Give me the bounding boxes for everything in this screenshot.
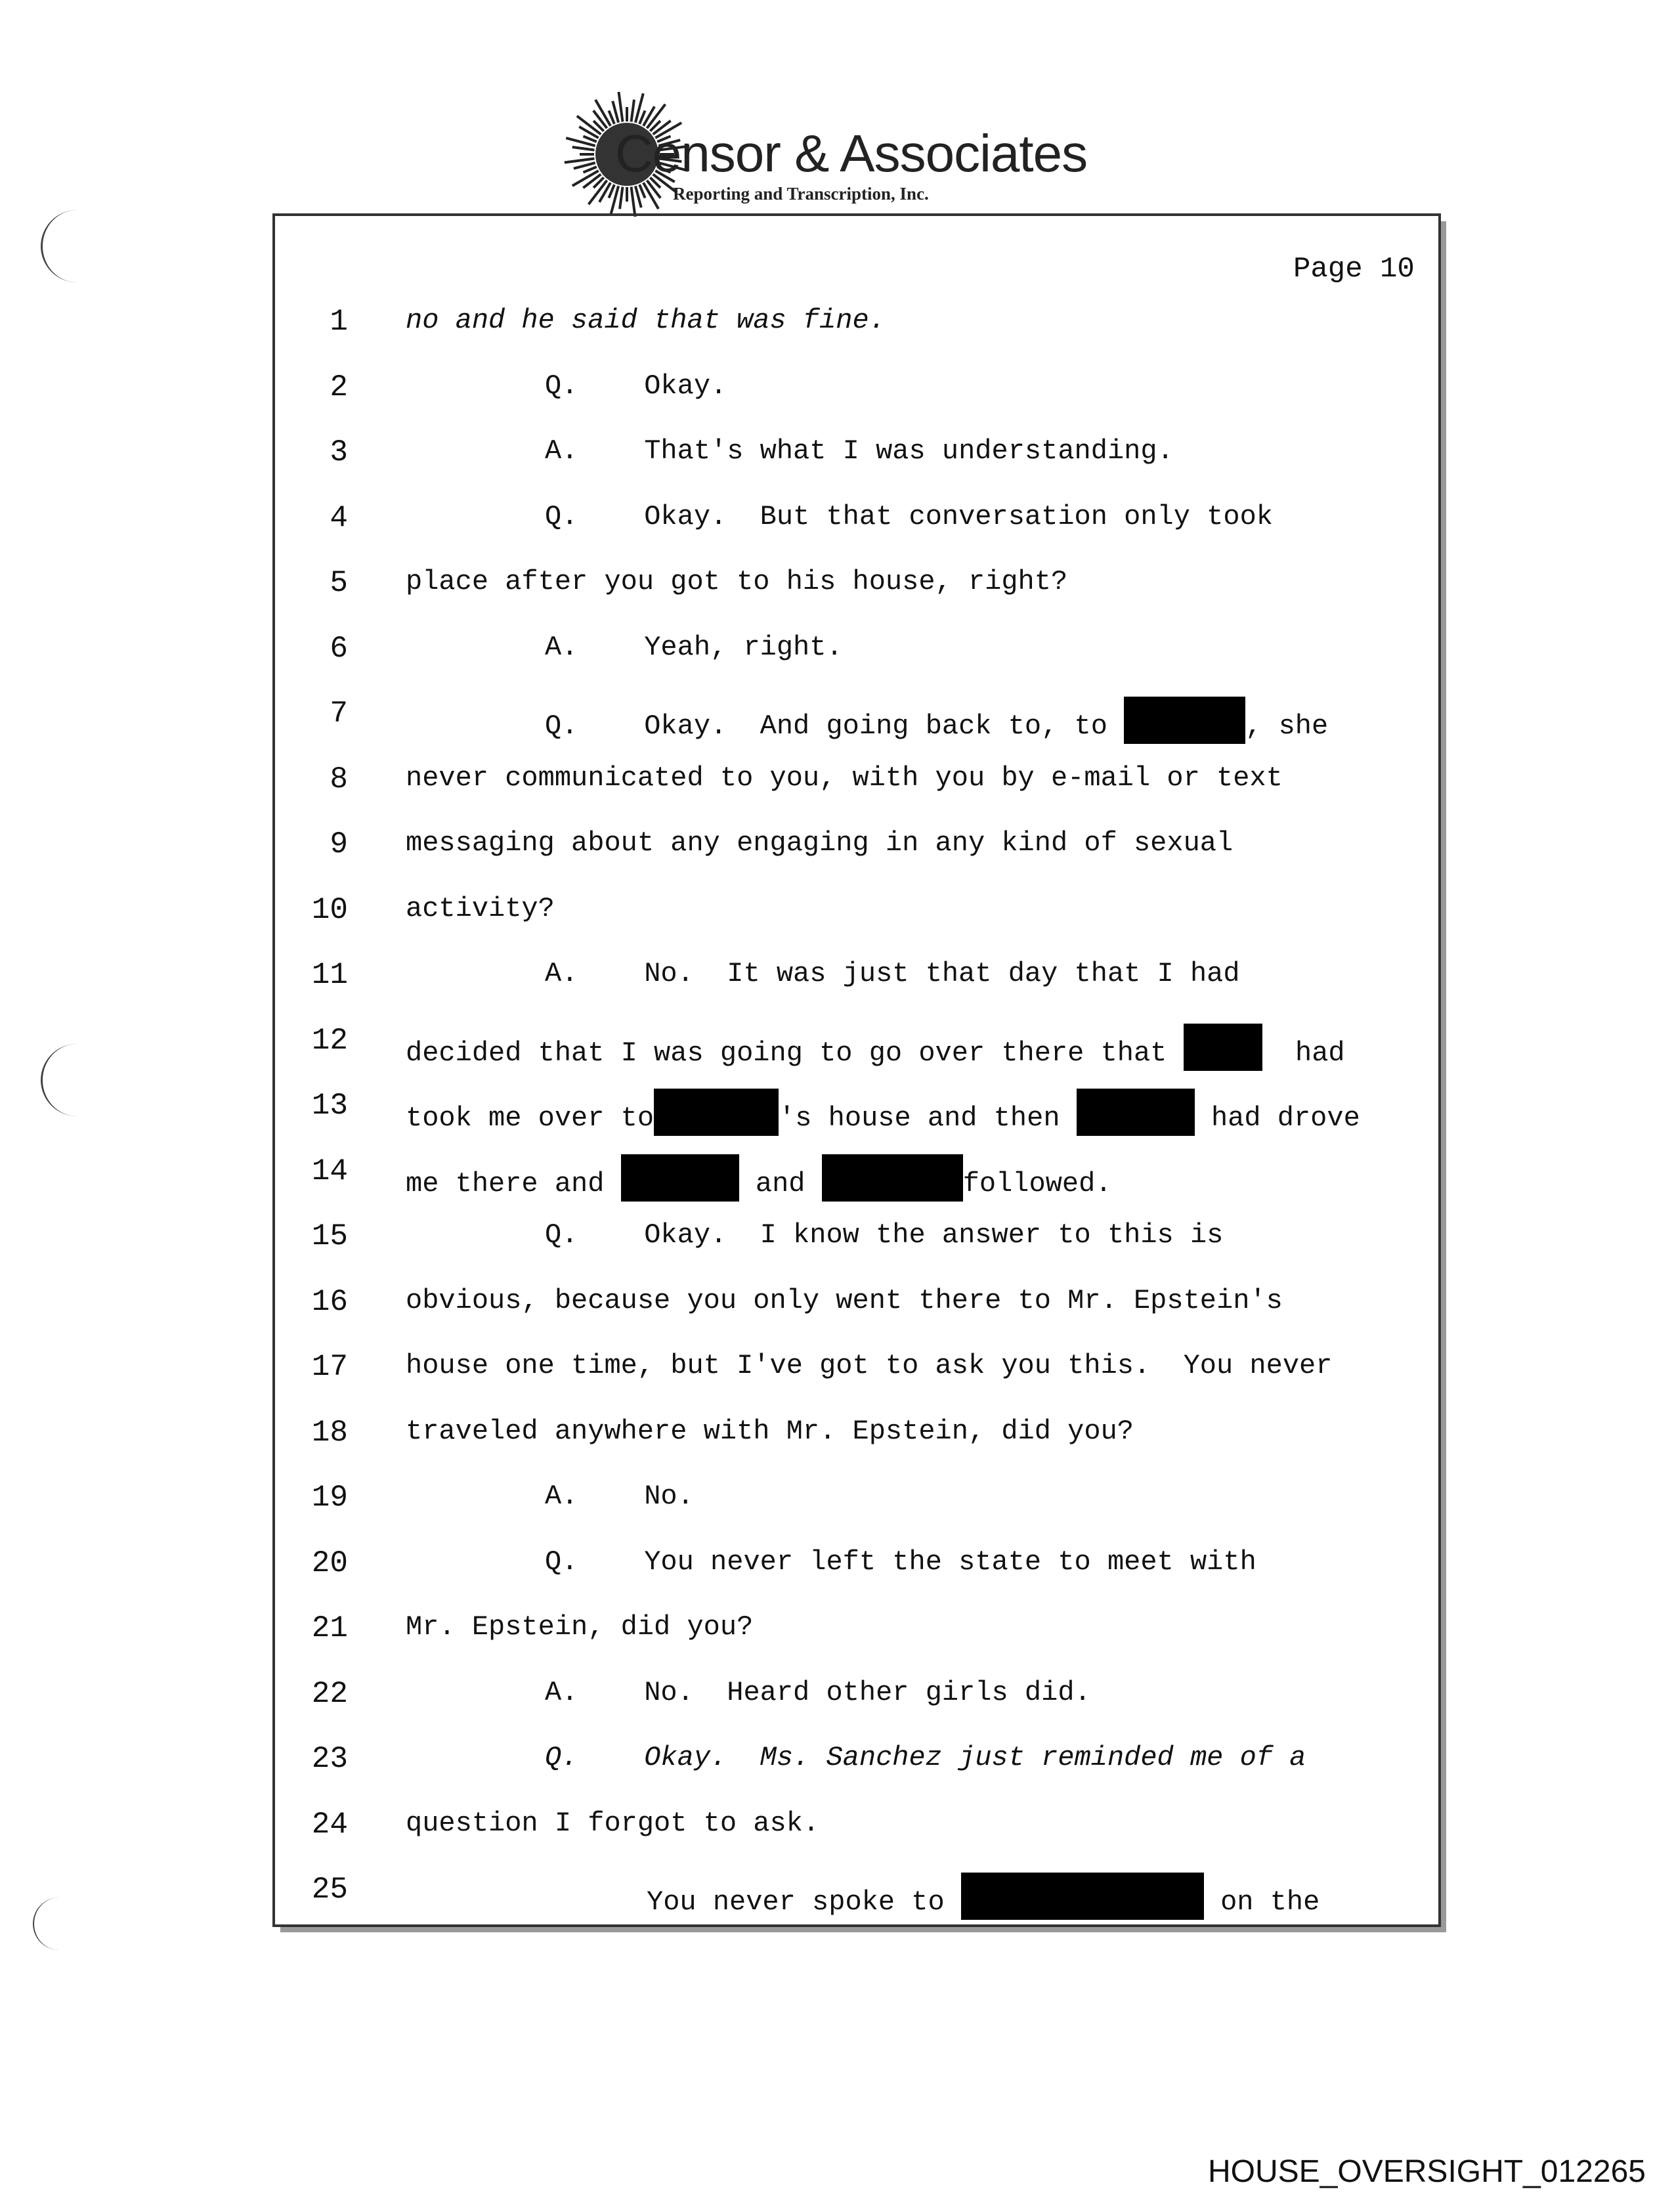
transcript-line — [0, 1804, 1674, 1850]
line-text-segment: A. No. Heard other girls did. — [545, 1676, 1091, 1708]
line-text-segment: 's house and then — [779, 1102, 1077, 1134]
line-text-segment: Q. Okay. But that conversation only took — [545, 500, 1273, 532]
transcript-line — [0, 1412, 1674, 1458]
redaction-box — [1184, 1024, 1262, 1071]
line-text-segment: followed. — [962, 1167, 1112, 1200]
line-text — [545, 1677, 1091, 1708]
line-number: 18 — [311, 1415, 348, 1450]
line-text-segment: Q. Okay. Ms. Sanchez just reminded me of a — [545, 1742, 1306, 1773]
line-text — [406, 1350, 1332, 1381]
line-number: 8 — [330, 762, 348, 796]
logo-company-name: Censor & Associates — [615, 124, 1088, 183]
line-text — [545, 370, 727, 402]
line-text-segment: took me over to — [406, 1102, 655, 1134]
line-text — [545, 697, 1328, 744]
line-number: 2 — [330, 370, 348, 404]
transcript-line — [0, 562, 1674, 608]
line-number: 4 — [330, 500, 348, 535]
sun-ray — [583, 174, 601, 188]
transcript-line — [0, 954, 1674, 1000]
transcript-line — [0, 1673, 1674, 1719]
line-number: 19 — [311, 1481, 348, 1515]
line-text — [406, 1808, 819, 1839]
transcript-line — [0, 497, 1674, 543]
line-text-segment: question I forgot to ask. — [406, 1807, 820, 1839]
line-text-segment: me there and — [406, 1167, 621, 1200]
line-number: 5 — [330, 566, 348, 600]
line-text-segment: decided that I was going to go over there that — [406, 1037, 1184, 1069]
redaction-box — [961, 1873, 1204, 1920]
line-number: 1 — [330, 305, 348, 339]
redaction-box — [621, 1154, 739, 1202]
transcript-line — [0, 1346, 1674, 1392]
line-text — [545, 632, 843, 663]
line-text-segment: A. No. It was just that day that I had — [545, 958, 1240, 989]
sun-ray — [579, 127, 598, 138]
line-text — [647, 1873, 1320, 1920]
line-text — [406, 1154, 1112, 1202]
transcript-line — [0, 366, 1674, 412]
transcript-line — [0, 301, 1674, 347]
sun-ray — [632, 100, 634, 122]
line-number: 9 — [330, 827, 348, 861]
document-id: HOUSE_OVERSIGHT_012265 — [1208, 2154, 1646, 2189]
line-text — [406, 305, 886, 336]
line-number: 3 — [330, 435, 348, 469]
line-text — [545, 1219, 1223, 1251]
line-number: 23 — [311, 1742, 348, 1776]
line-text-segment: A. No. — [545, 1481, 694, 1512]
redaction-box — [1124, 697, 1245, 744]
line-text-segment: Q. You never left the state to meet with — [545, 1546, 1256, 1578]
transcript-line — [0, 1085, 1674, 1134]
line-text-segment: Q. Okay. And going back to, to — [545, 710, 1125, 742]
line-number: 7 — [330, 697, 348, 731]
logo-tagline: Reporting and Transcription, Inc. — [673, 184, 929, 204]
line-text-segment: had drove — [1194, 1102, 1360, 1134]
line-number: 16 — [311, 1284, 348, 1319]
transcript-line — [0, 823, 1674, 869]
line-number: 25 — [311, 1873, 348, 1907]
transcript-line — [0, 1477, 1674, 1523]
line-text — [545, 1481, 694, 1512]
line-text-segment: obvious, because you only went there to Mr. Epstein's — [406, 1284, 1283, 1316]
transcript-line — [0, 1607, 1674, 1653]
transcript-line — [0, 431, 1674, 477]
line-number: 14 — [311, 1154, 348, 1188]
line-text-segment: had — [1262, 1037, 1345, 1069]
line-text — [545, 501, 1273, 532]
line-text-segment: place after you got to his house, right? — [406, 566, 1068, 597]
line-number: 12 — [311, 1023, 348, 1058]
sun-ray — [599, 183, 611, 202]
line-number: 22 — [311, 1676, 348, 1711]
sun-ray — [620, 187, 622, 209]
line-text-segment: , she — [1245, 710, 1329, 742]
redaction-box — [822, 1154, 963, 1202]
line-text — [406, 762, 1283, 794]
redaction-box — [654, 1089, 779, 1136]
line-text — [406, 1024, 1345, 1071]
sun-ray — [565, 159, 595, 163]
line-text — [406, 1089, 1360, 1136]
transcript-line — [0, 1738, 1674, 1784]
page-number: Page 10 — [1293, 253, 1415, 286]
line-text — [406, 893, 555, 924]
transcript-line — [0, 1020, 1674, 1069]
line-number: 6 — [330, 631, 348, 666]
line-text — [406, 1416, 1134, 1447]
line-text-segment: no and he said that was fine. — [406, 305, 886, 336]
line-text — [406, 1285, 1283, 1316]
line-text — [545, 1546, 1256, 1578]
line-text-segment: Q. Okay. I know the answer to this is — [545, 1219, 1224, 1251]
line-number: 10 — [311, 892, 348, 927]
sun-ray — [632, 187, 635, 217]
sun-ray — [618, 92, 622, 121]
redaction-box — [1077, 1089, 1195, 1136]
transcript-line — [0, 758, 1674, 804]
reporter-logo — [561, 92, 1100, 217]
transcript-line — [0, 693, 1674, 742]
line-number: 17 — [311, 1350, 348, 1384]
line-text-segment: on the — [1203, 1886, 1320, 1918]
line-text-segment: activity? — [406, 892, 555, 924]
transcript-line — [0, 1869, 1674, 1918]
line-text-segment: A. Yeah, right. — [545, 631, 843, 663]
line-text — [406, 827, 1233, 859]
line-number: 21 — [311, 1611, 348, 1645]
sun-ray — [593, 110, 607, 128]
line-text — [545, 958, 1240, 989]
margin-bracket — [41, 210, 89, 282]
transcript-line — [0, 1542, 1674, 1588]
line-number: 15 — [311, 1219, 348, 1253]
line-text-segment: A. That's what I was understanding. — [545, 435, 1174, 467]
line-number: 13 — [311, 1089, 348, 1123]
line-text-segment: Q. Okay. — [545, 370, 727, 402]
line-text-segment: traveled anywhere with Mr. Epstein, did you? — [406, 1415, 1134, 1447]
line-text — [545, 435, 1174, 467]
line-text-segment: and — [739, 1167, 822, 1200]
line-text-segment: Mr. Epstein, did you? — [406, 1611, 754, 1643]
transcript-line — [0, 1150, 1674, 1200]
line-number: 24 — [311, 1807, 348, 1842]
line-text-segment: You never spoke to — [647, 1886, 961, 1918]
transcript-line — [0, 628, 1674, 674]
line-text-segment: house one time, but I've got to ask you this. You never — [406, 1350, 1333, 1381]
line-text-segment: never communicated to you, with you by e-mail or text — [406, 762, 1283, 794]
line-text-segment: messaging about any engaging in any kind of sexual — [406, 827, 1234, 859]
transcript-line — [0, 889, 1674, 935]
line-text — [545, 1742, 1306, 1773]
transcript-line — [0, 1215, 1674, 1261]
line-text — [406, 1611, 753, 1643]
line-number: 11 — [311, 958, 348, 992]
sun-ray — [572, 147, 595, 150]
line-text — [406, 566, 1067, 597]
line-number: 20 — [311, 1546, 348, 1580]
transcript-line — [0, 1281, 1674, 1327]
